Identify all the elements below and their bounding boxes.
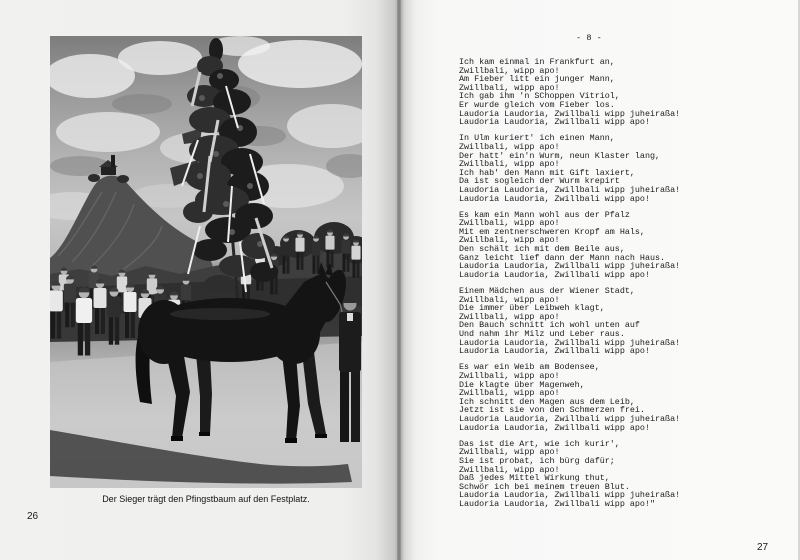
person-torso: [76, 298, 92, 323]
verse-1: [459, 58, 680, 127]
person-torso: [124, 292, 137, 312]
verse-line: Mit em zentnerschweren Kropf am Hals,: [459, 226, 645, 237]
person-torso: [50, 290, 63, 311]
verse-line: Sie ist probat, ich bürg dafür;: [459, 455, 615, 466]
hilltop-building: [101, 167, 116, 175]
horse-rump: [138, 300, 190, 364]
hilltop-tree: [117, 175, 129, 183]
person-torso: [281, 242, 290, 256]
hilltop-tree: [88, 174, 100, 182]
handler-leg: [351, 370, 360, 442]
photo-caption: Der Sieger trägt den Pfingstbaum auf den Festplatz.: [102, 494, 310, 504]
verse-line: Am Fieber litt ein junger Mann,: [459, 74, 615, 85]
verse-line: Laudoria Laudoria, Zwillbali wipp apo!: [459, 269, 650, 280]
person-torso: [311, 242, 320, 256]
verse-line: Zwillbali, wipp apo!: [459, 294, 560, 305]
verse-line: Laudoria Laudoria, Zwillbali wipp juheiraßa!: [459, 413, 681, 424]
horse-coat-sheen: [170, 308, 270, 320]
verse-line: Den schält ich mit dem Beile aus,: [459, 244, 625, 255]
verse-line: Laudoria Laudoria, Zwillbali wipp juheiraßa!: [459, 337, 681, 348]
person-leg: [85, 322, 90, 356]
verse-line: Der hatt' ein'n Wurm, neun Klaster lang,: [459, 150, 661, 161]
verse-line: Da ist sogleich der Wurm krepirt: [459, 176, 620, 187]
pfingstbaum-leaf-highlight: [217, 73, 223, 79]
horse-hoof: [315, 434, 327, 438]
pfingstbaum-foliage: [250, 262, 278, 282]
verse-line: Es kam ein Mann wohl aus der Pfalz: [459, 209, 630, 220]
verse-line: Zwillbali, wipp apo!: [459, 388, 560, 399]
person-leg: [51, 310, 55, 338]
verse-line: Zwillbali, wipp apo!: [459, 311, 560, 322]
verse-line: Laudoria Laudoria, Zwillbali wipp juheiraßa!: [459, 184, 681, 195]
person-torso: [64, 284, 76, 303]
person-leg: [57, 310, 61, 338]
person-torso: [295, 238, 304, 252]
person-leg: [101, 307, 105, 334]
verse-5: [459, 363, 680, 432]
person-leg: [109, 316, 113, 344]
verse-line: Laudoria Laudoria, Zwillbali wipp juheiraßa!: [459, 261, 681, 272]
verse-line: Das ist die Art, wie ich kurir',: [459, 438, 620, 449]
person-leg: [353, 259, 356, 278]
page-number-left: 26: [27, 511, 39, 522]
person-leg: [287, 255, 290, 274]
person-leg: [301, 251, 304, 270]
cloud: [56, 112, 160, 152]
person-leg: [313, 255, 316, 274]
pfingstbaum-foliage: [183, 201, 213, 223]
verse-line: Ich kam einmal in Frankfurt an,: [459, 57, 615, 67]
right-page: [400, 0, 800, 560]
festival-photo: [50, 36, 362, 488]
verse-line: Zwillbali, wipp apo!: [459, 464, 560, 475]
person-leg: [131, 311, 135, 338]
verse-line: Laudoria Laudoria, Zwillbali wipp juheiraßa!: [459, 108, 681, 119]
cloud-shadow: [112, 94, 172, 114]
handler-collar: [347, 313, 353, 321]
person-torso: [181, 284, 191, 300]
person-leg: [95, 307, 99, 334]
verse-line: Zwillbali, wipp apo!: [459, 141, 560, 152]
verse-line: In Ulm kuriert' ich einen Mann,: [459, 133, 615, 144]
verse-3: [459, 211, 680, 280]
person-leg: [78, 322, 83, 356]
person-leg: [343, 253, 346, 272]
pfingstbaum-leaf-highlight: [197, 173, 203, 179]
horse-hoof: [171, 436, 183, 441]
verse-line: Laudoria Laudoria, Zwillbali wipp apo!: [459, 193, 650, 204]
person-leg: [65, 302, 69, 328]
verse-line: Ich gab ihm 'n SChoppen Vitriol,: [459, 91, 620, 102]
page-number-right: 27: [757, 542, 769, 553]
person-leg: [71, 302, 75, 328]
horse-hoof: [285, 438, 297, 443]
verse-line: Schwör ich bei meinem treuen Blut.: [459, 481, 630, 492]
horse-hoof: [199, 432, 210, 436]
verse-line: Es war ein Weib am Bodensee,: [459, 362, 600, 373]
cloud: [118, 41, 202, 75]
verse-line: Zwillbali, wipp apo!: [459, 235, 560, 246]
verse-line: Ich hab' den Mann mit Gift laxiert,: [459, 167, 635, 178]
verse-line: Laudoria Laudoria, Zwillbali wipp apo!: [459, 422, 650, 433]
person-leg: [283, 255, 286, 274]
verse-line: Laudoria Laudoria, Zwillbali wipp apo!: [459, 117, 650, 128]
pfingstbaum-foliage: [193, 239, 227, 261]
book-gutter: [397, 0, 401, 560]
verse-line: Zwillbali, wipp apo!: [459, 65, 560, 76]
person-torso: [325, 236, 334, 250]
person-torso: [351, 246, 360, 260]
song-number-header: - 8 -: [576, 33, 602, 43]
person-torso: [117, 276, 127, 292]
song-verses: [459, 58, 680, 516]
verse-line: Den Bauch schnitt ich wohl unten auf: [459, 320, 640, 331]
verse-line: Die immer über Leibweh klagt,: [459, 303, 605, 314]
handler-leg: [340, 370, 349, 442]
verse-line: Laudoria Laudoria, Zwillbali wipp apo!: [459, 346, 650, 357]
verse-line: Und nahm ihr Milz und Leber raus.: [459, 329, 625, 339]
verse-line: Laudoria Laudoria, Zwillbali wipp apo!": [459, 498, 656, 509]
verse-line: Ganz leicht lief dann der Mann nach Haus.: [459, 252, 666, 263]
festival-photo-image: [50, 36, 362, 488]
verse-line: Zwillbali, wipp apo!: [459, 370, 560, 381]
verse-line: Ich schnitt den Magen aus dem Leib,: [459, 396, 635, 407]
cloud: [287, 104, 362, 148]
person-torso: [341, 240, 350, 254]
pfingstbaum-leaf-highlight: [199, 95, 205, 101]
person-torso: [94, 288, 107, 308]
person-leg: [347, 253, 350, 272]
pfingstbaum-leaf-highlight: [223, 201, 229, 207]
person-leg: [297, 251, 300, 270]
hilltop-tower: [111, 155, 115, 167]
person-leg: [331, 249, 334, 268]
verse-line: Laudoria Laudoria, Zwillbali wipp juheiraßa!: [459, 490, 681, 501]
person-leg: [357, 259, 360, 278]
pfingstbaum-foliage: [204, 275, 236, 293]
person-torso: [107, 296, 121, 317]
person-leg: [115, 316, 119, 344]
verse-line: Die klagte über Magenweh,: [459, 379, 585, 390]
verse-line: Jetzt ist sie von den Schmerzen frei.: [459, 405, 645, 416]
verse-line: Zwillbali, wipp apo!: [459, 447, 560, 458]
person-leg: [327, 249, 330, 268]
verse-4: [459, 287, 680, 356]
pfingstbaum-leaf-highlight: [213, 151, 219, 157]
verse-line: Zwillbali, wipp apo!: [459, 159, 560, 170]
verse-line: Er wurde gleich vom Fieber los.: [459, 99, 615, 110]
verse-line: Zwillbali, wipp apo!: [459, 218, 560, 229]
verse-2: [459, 134, 680, 203]
verse-6: [459, 440, 680, 509]
pfingstbaum-leaf-highlight: [229, 229, 235, 235]
person-leg: [125, 311, 129, 338]
verse-line: Zwillbali, wipp apo!: [459, 82, 560, 93]
pfingstbaum-leaf-highlight: [247, 183, 253, 189]
verse-line: Einem Mädchen aus der Wiener Stadt,: [459, 286, 635, 297]
verse-line: Daß jedes Mittel Wirkung thut,: [459, 473, 610, 484]
